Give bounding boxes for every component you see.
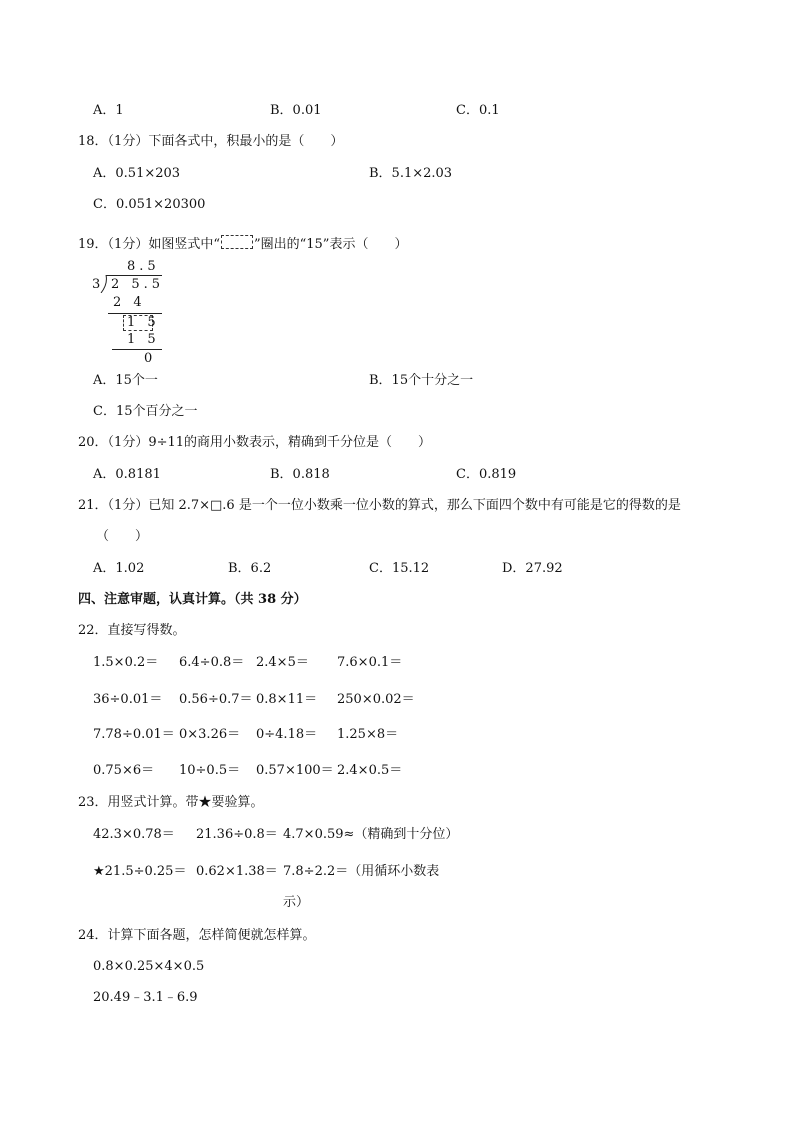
- division-divisor: 3: [92, 277, 105, 292]
- q21-option-d: D．27.92: [502, 561, 563, 576]
- q22-stem: 22．直接写得数。: [78, 623, 186, 638]
- q24-item: 0.8×0.25×4×0.5: [93, 959, 205, 974]
- q18-option-a: A．0.51×203: [93, 166, 181, 181]
- division-dividend: 2 5.5: [111, 277, 165, 292]
- q23-stem: 23．用竖式计算。带★要验算。: [78, 795, 264, 810]
- q21-stem: 21．（1分）已知 2.7×□.6 是一个一位小数乘一位小数的算式，那么下面四个数中有可能是它的得数的是: [78, 498, 681, 513]
- division-step2: 1 5: [127, 315, 160, 330]
- q23-item: 21.36÷0.8＝: [196, 827, 278, 842]
- q22-cell: 0.56÷0.7＝: [179, 692, 253, 707]
- q23-item: 4.7×0.59≈（精确到十分位）: [283, 827, 459, 842]
- q21-option-a: A．1.02: [93, 561, 145, 576]
- q22-cell: 1.5×0.2＝: [93, 655, 159, 670]
- q22-cell: 2.4×0.5＝: [337, 763, 403, 778]
- long-division-figure: [90, 258, 170, 370]
- q18-option-b: B．5.1×2.03: [369, 166, 453, 181]
- q22-cell: 1.25×8＝: [337, 727, 399, 742]
- q21-option-c: C．15.12: [369, 561, 430, 576]
- division-line-1: [108, 313, 162, 314]
- q19-stem-post: ”圈出的“15”表示（ ）: [253, 237, 408, 252]
- q22-cell: 7.6×0.1＝: [337, 655, 403, 670]
- q17-option-b: B．0.01: [270, 103, 322, 118]
- q19-option-c: C．15个百分之一: [93, 404, 198, 419]
- q22-cell: 0.8×11＝: [256, 692, 318, 707]
- q18-option-c: C．0.051×20300: [93, 197, 206, 212]
- q23-item: 0.62×1.38＝: [196, 864, 278, 879]
- q20-option-c: C．0.819: [456, 467, 517, 482]
- q19-option-a: A．15个一: [93, 373, 158, 388]
- q20-option-a: A．0.8181: [93, 467, 161, 482]
- q22-cell: 10÷0.5＝: [179, 763, 241, 778]
- q23-item-wrap: 示）: [283, 895, 310, 910]
- q19-stem: [78, 235, 407, 253]
- q19-stem-pre: 19．（1分）如图竖式中“: [78, 237, 220, 252]
- q22-cell: 0×3.26＝: [179, 727, 241, 742]
- q20-option-b: B．0.818: [270, 467, 330, 482]
- division-bar: [106, 275, 162, 276]
- q24-stem: 24．计算下面各题，怎样简便就怎样算。: [78, 928, 316, 943]
- q22-cell: 7.78÷0.01＝: [93, 727, 175, 742]
- dashed-box-icon: [221, 235, 253, 249]
- division-line-2: [112, 349, 162, 350]
- q22-cell: 0.75×6＝: [93, 763, 155, 778]
- q23-item: 7.8÷2.2＝（用循环小数表: [283, 864, 440, 879]
- q21-option-b: B．6.2: [228, 561, 272, 576]
- q17-option-a: A．1: [93, 103, 124, 118]
- q20-stem: 20．（1分）9÷11的商用小数表示，精确到千分位是（ ）: [78, 435, 432, 450]
- q22-cell: 2.4×5＝: [256, 655, 309, 670]
- q23-item: ★21.5÷0.25＝: [93, 864, 187, 879]
- division-step1: 2 4: [113, 295, 146, 310]
- q22-cell: 0.57×100＝: [256, 763, 334, 778]
- q23-item: 42.3×0.78＝: [93, 827, 175, 842]
- q22-cell: 6.4÷0.8＝: [179, 655, 245, 670]
- division-bracket-icon: [100, 275, 108, 293]
- q21-answer-paren: （ ）: [96, 529, 149, 544]
- q24-item: 20.49﹣3.1﹣6.9: [93, 990, 198, 1005]
- division-step3: 1 5: [127, 332, 160, 347]
- q22-cell: 0÷4.18＝: [256, 727, 318, 742]
- q19-option-b: B．15个十分之一: [369, 373, 474, 388]
- section-heading: 四、注意审题，认真计算。（共 38 分）: [78, 592, 307, 607]
- q17-option-c: C．0.1: [456, 103, 500, 118]
- division-remainder: 0: [144, 351, 157, 366]
- division-quotient: 8.5: [127, 259, 160, 274]
- q22-cell: 36÷0.01＝: [93, 692, 163, 707]
- q18-stem: 18．（1分）下面各式中，积最小的是（ ）: [78, 134, 344, 149]
- q22-cell: 250×0.02＝: [337, 692, 415, 707]
